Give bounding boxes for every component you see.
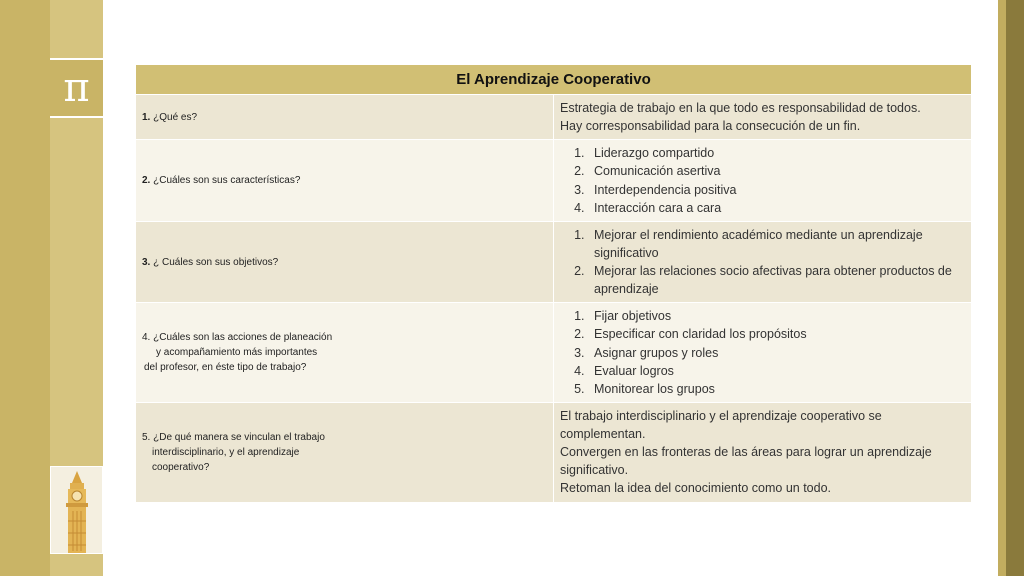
- table-row: [136, 221, 972, 303]
- question-number: 1.: [142, 111, 151, 123]
- question-text-line: del profesor, en éste tipo de trabajo?: [144, 362, 307, 374]
- answer-list: [560, 144, 965, 217]
- question-text: ¿Qué es?: [153, 111, 198, 123]
- answer-line: Convergen en las fronteras de las áreas para lograr un aprendizaje significativo.: [560, 445, 932, 478]
- list-item: 2. Comunicación asertiva: [588, 162, 965, 180]
- answer-cell: [554, 303, 972, 403]
- right-decorative-strip-dark: [1006, 0, 1024, 576]
- list-item: 3. Asignar grupos y roles: [588, 344, 965, 362]
- answer-line: Retoman la idea del conocimiento como un todo.: [560, 481, 831, 496]
- question-text-line: ¿De qué manera se vinculan el trabajo: [153, 431, 325, 443]
- answer-list: [560, 226, 965, 299]
- question-cell: [136, 303, 554, 403]
- table-row: [136, 95, 972, 140]
- answer-list: [560, 307, 965, 398]
- list-item: 3. Interdependencia positiva: [588, 181, 965, 199]
- left-decorative-strip: [0, 0, 50, 576]
- question-text-line: cooperativo?: [152, 461, 210, 473]
- list-item: 1. Liderazgo compartido: [588, 144, 965, 162]
- cooperative-learning-table: [135, 64, 972, 503]
- table-title: El Aprendizaje Cooperativo: [136, 65, 972, 95]
- answer-cell: [554, 140, 972, 222]
- question-cell: [136, 140, 554, 222]
- clock-tower-graphic: [59, 469, 95, 553]
- question-cell: [136, 95, 554, 140]
- question-number: 2.: [142, 175, 151, 186]
- question-cell: [136, 221, 554, 303]
- list-item: 5. Monitorear los grupos: [588, 380, 965, 398]
- list-item: 2. Mejorar las relaciones socio afectivas para obtener productos de aprendizaje: [588, 262, 965, 298]
- table-row: [136, 140, 972, 222]
- list-item: 1. Fijar objetivos: [588, 307, 965, 325]
- list-item: 4. Interacción cara a cara: [588, 199, 965, 217]
- list-item: 4. Evaluar logros: [588, 362, 965, 380]
- question-text: ¿Cuáles son sus características?: [153, 175, 301, 186]
- answer-line: El trabajo interdisciplinario y el aprendizaje cooperativo se complementan.: [560, 408, 882, 441]
- question-text: ¿ Cuáles son sus objetivos?: [153, 256, 279, 268]
- list-item: 2. Especificar con claridad los propósitos: [588, 325, 965, 343]
- list-item: 1. Mejorar el rendimiento académico mediante un aprendizaje significativo: [588, 226, 965, 262]
- question-text-line: y acompañamiento más importantes: [156, 347, 318, 359]
- pi-symbol-icon: π: [50, 58, 103, 118]
- clock-tower-icon: [50, 466, 103, 554]
- question-cell: [136, 402, 554, 502]
- question-number: 3.: [142, 256, 151, 268]
- table-row: [136, 303, 972, 403]
- question-text-line: interdisciplinario, y el aprendizaje: [152, 446, 300, 458]
- table-title-row: [136, 65, 972, 95]
- answer-cell: [554, 221, 972, 303]
- right-decorative-strip-light: [998, 0, 1006, 576]
- answer-cell: [554, 402, 972, 502]
- question-number: 5.: [142, 431, 151, 443]
- question-number: 4.: [142, 332, 151, 344]
- question-text-line: ¿Cuáles son las acciones de planeación: [153, 332, 333, 344]
- answer-line: Estrategia de trabajo en la que todo es responsabilidad de todos.: [560, 101, 921, 115]
- answer-line: Hay corresponsabilidad para la consecución de un fin.: [560, 119, 861, 134]
- answer-cell: [554, 95, 972, 140]
- table-row: [136, 402, 972, 502]
